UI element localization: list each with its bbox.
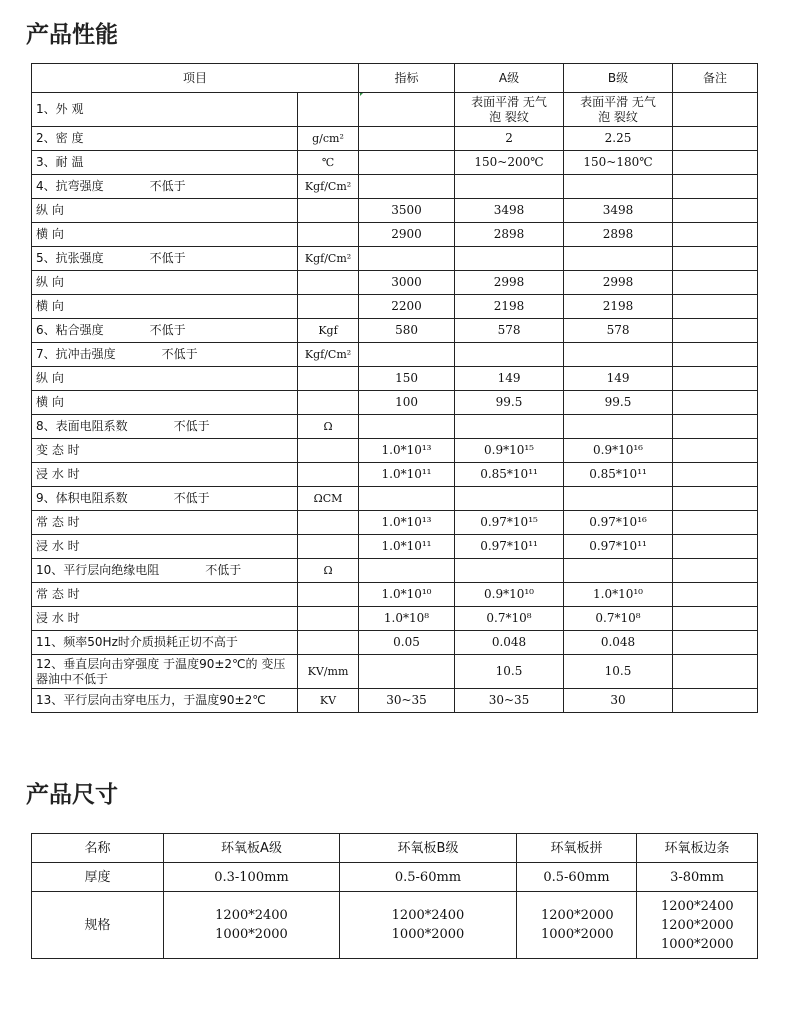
- cell-spec: 1.0*10¹³: [359, 439, 455, 463]
- cell-unit: KV/mm: [298, 655, 359, 689]
- performance-row: [32, 93, 758, 127]
- performance-row: [32, 415, 758, 439]
- item-label: 纵 向: [36, 371, 64, 385]
- performance-row: [32, 607, 758, 631]
- cell-spec: [359, 655, 455, 689]
- cell-note: [673, 223, 758, 247]
- dimensions-row: [32, 892, 758, 959]
- cell-note: [673, 175, 758, 199]
- cell-grade-a: 表面平滑 无气泡 裂纹: [455, 93, 564, 127]
- item-condition: 不低于: [149, 323, 186, 337]
- cell-note: [673, 559, 758, 583]
- item-condition: 不低于: [173, 419, 210, 433]
- item-label: 10、平行层向绝缘电阻: [36, 563, 160, 577]
- cell-spec: [359, 559, 455, 583]
- cell-grade-b: 0.97*10¹¹: [564, 535, 673, 559]
- header-item: 项目: [32, 64, 359, 93]
- dimensions-row: [32, 863, 758, 892]
- cell-grade-b: 1.0*10¹⁰: [564, 583, 673, 607]
- item-label: 横 向: [36, 299, 64, 313]
- item-label: 5、抗张强度: [36, 251, 104, 265]
- header-grade-a: A级: [455, 64, 564, 93]
- cell-note: [673, 127, 758, 151]
- section-title-performance: 产品性能: [26, 22, 118, 48]
- cell-unit: ΩCM: [298, 487, 359, 511]
- header-grade-b: B级: [564, 64, 673, 93]
- cell-unit: [298, 631, 359, 655]
- cell-spec: [359, 151, 455, 175]
- cell-note: [673, 511, 758, 535]
- cell-item: [32, 607, 298, 631]
- item-condition: 不低于: [149, 251, 186, 265]
- cell-spec: [359, 93, 455, 127]
- cell-grade-b: 2198: [564, 295, 673, 319]
- performance-row: [32, 367, 758, 391]
- dims-header-cell: 环氧板拼: [517, 834, 637, 863]
- cell-unit: [298, 271, 359, 295]
- performance-row: [32, 439, 758, 463]
- cell-grade-b: 0.048: [564, 631, 673, 655]
- dims-row-label: 厚度: [32, 863, 164, 892]
- cell-grade-a: [455, 175, 564, 199]
- cell-item: [32, 655, 298, 689]
- cell-unit: [298, 583, 359, 607]
- cell-item: [32, 439, 298, 463]
- cell-grade-a: 0.85*10¹¹: [455, 463, 564, 487]
- dims-row-label: 规格: [32, 892, 164, 959]
- cell-unit: [298, 223, 359, 247]
- cell-item: [32, 343, 298, 367]
- cell-spec: 30~35: [359, 689, 455, 713]
- cell-spec: 0.05: [359, 631, 455, 655]
- item-label: 常 态 时: [36, 515, 80, 529]
- cell-spec: [359, 343, 455, 367]
- cell-grade-b: 2998: [564, 271, 673, 295]
- cell-grade-b: 149: [564, 367, 673, 391]
- performance-row: [32, 689, 758, 713]
- cell-grade-b: 3498: [564, 199, 673, 223]
- cell-grade-b: [564, 175, 673, 199]
- cell-unit: g/cm²: [298, 127, 359, 151]
- performance-row: [32, 151, 758, 175]
- cell-item: [32, 295, 298, 319]
- cell-unit: [298, 367, 359, 391]
- cell-grade-a: 99.5: [455, 391, 564, 415]
- cell-unit: [298, 199, 359, 223]
- dimensions-table: [31, 833, 758, 959]
- item-label: 6、粘合强度: [36, 323, 104, 337]
- cell-item: [32, 463, 298, 487]
- item-label: 变 态 时: [36, 443, 80, 457]
- cell-item: [32, 175, 298, 199]
- cell-note: [673, 415, 758, 439]
- cell-item: [32, 559, 298, 583]
- cell-grade-b: 578: [564, 319, 673, 343]
- cell-grade-b: [564, 559, 673, 583]
- cell-grade-a: 0.97*10¹⁵: [455, 511, 564, 535]
- cell-grade-b: 0.7*10⁸: [564, 607, 673, 631]
- cell-unit: Ω: [298, 559, 359, 583]
- cell-item: [32, 631, 298, 655]
- cell-note: [673, 93, 758, 127]
- item-label: 13、平行层向击穿电压力，于温度90±2℃: [36, 693, 266, 707]
- cell-unit: [298, 439, 359, 463]
- cell-unit: [298, 511, 359, 535]
- cell-grade-b: 表面平滑 无气泡 裂纹: [564, 93, 673, 127]
- item-label: 2、密 度: [36, 131, 84, 145]
- cell-grade-a: 0.048: [455, 631, 564, 655]
- cell-unit: Kgf/Cm²: [298, 247, 359, 271]
- cell-note: [673, 247, 758, 271]
- cell-spec: [359, 415, 455, 439]
- cell-grade-b: 0.85*10¹¹: [564, 463, 673, 487]
- cell-spec: 1.0*10¹¹: [359, 463, 455, 487]
- cell-spec: 1.0*10¹³: [359, 511, 455, 535]
- dims-value-cell: 0.5-60mm: [340, 863, 517, 892]
- cell-unit: Ω: [298, 415, 359, 439]
- cell-unit: Kgf/Cm²: [298, 343, 359, 367]
- dims-value-cell: 3-80mm: [637, 863, 758, 892]
- cell-grade-a: [455, 247, 564, 271]
- cell-grade-a: 3498: [455, 199, 564, 223]
- item-condition: 不低于: [161, 347, 198, 361]
- header-spec: 指标: [359, 64, 455, 93]
- dims-value-cell: 1200*2400 1200*2000 1000*2000: [637, 892, 758, 959]
- item-label: 9、体积电阻系数: [36, 491, 128, 505]
- cell-item: [32, 511, 298, 535]
- cell-item: [32, 535, 298, 559]
- cell-item: [32, 199, 298, 223]
- cell-grade-a: 0.7*10⁸: [455, 607, 564, 631]
- cell-item: [32, 151, 298, 175]
- cell-grade-b: 99.5: [564, 391, 673, 415]
- header-note: 备注: [673, 64, 758, 93]
- cell-item: [32, 247, 298, 271]
- cell-grade-a: 149: [455, 367, 564, 391]
- cell-spec: 2200: [359, 295, 455, 319]
- cell-spec: 3000: [359, 271, 455, 295]
- item-label: 7、抗冲击强度: [36, 347, 116, 361]
- cell-spec: [359, 127, 455, 151]
- cell-grade-a: [455, 415, 564, 439]
- cell-grade-b: 10.5: [564, 655, 673, 689]
- cell-unit: [298, 463, 359, 487]
- item-label: 4、抗弯强度: [36, 179, 104, 193]
- item-label: 8、表面电阻系数: [36, 419, 128, 433]
- cell-grade-a: 2198: [455, 295, 564, 319]
- performance-row: [32, 535, 758, 559]
- item-label: 横 向: [36, 395, 64, 409]
- performance-row: [32, 199, 758, 223]
- performance-row: [32, 295, 758, 319]
- cell-grade-a: 578: [455, 319, 564, 343]
- cell-grade-b: 2898: [564, 223, 673, 247]
- cell-unit: [298, 607, 359, 631]
- cell-grade-b: 2.25: [564, 127, 673, 151]
- cell-grade-a: 2898: [455, 223, 564, 247]
- item-label: 3、耐 温: [36, 155, 84, 169]
- cell-item: [32, 415, 298, 439]
- cell-note: [673, 535, 758, 559]
- item-label: 浸 水 时: [36, 539, 80, 553]
- cell-spec: 1.0*10¹¹: [359, 535, 455, 559]
- performance-row: [32, 319, 758, 343]
- dims-header-cell: 环氧板B级: [340, 834, 517, 863]
- cell-unit: KV: [298, 689, 359, 713]
- dims-value-cell: 0.5-60mm: [517, 863, 637, 892]
- cell-note: [673, 463, 758, 487]
- cell-unit: [298, 295, 359, 319]
- dims-header-cell: 环氧板A级: [164, 834, 340, 863]
- cell-spec: 2900: [359, 223, 455, 247]
- item-label: 浸 水 时: [36, 611, 80, 625]
- item-condition: 不低于: [173, 491, 210, 505]
- item-label: 浸 水 时: [36, 467, 80, 481]
- performance-table: [31, 63, 758, 713]
- cell-item: [32, 223, 298, 247]
- dimensions-header-row: [32, 834, 758, 863]
- dims-header-cell: 环氧板边条: [637, 834, 758, 863]
- cell-grade-b: 30: [564, 689, 673, 713]
- cell-grade-a: 150~200℃: [455, 151, 564, 175]
- cell-note: [673, 689, 758, 713]
- performance-row: [32, 343, 758, 367]
- cell-note: [673, 319, 758, 343]
- cell-note: [673, 439, 758, 463]
- dims-value-cell: 1200*2400 1000*2000: [164, 892, 340, 959]
- cell-spec: 3500: [359, 199, 455, 223]
- cell-spec: 580: [359, 319, 455, 343]
- cell-note: [673, 631, 758, 655]
- cell-note: [673, 271, 758, 295]
- cell-note: [673, 367, 758, 391]
- cell-item: [32, 689, 298, 713]
- cell-unit: [298, 535, 359, 559]
- item-label: 纵 向: [36, 203, 64, 217]
- performance-row: [32, 655, 758, 689]
- cell-grade-a: 30~35: [455, 689, 564, 713]
- cell-unit: [298, 93, 359, 127]
- cell-note: [673, 655, 758, 689]
- performance-row: [32, 487, 758, 511]
- cell-unit: Kgf: [298, 319, 359, 343]
- cell-grade-a: 0.9*10¹⁰: [455, 583, 564, 607]
- cell-note: [673, 583, 758, 607]
- cell-item: [32, 583, 298, 607]
- item-condition: 不低于: [149, 179, 186, 193]
- performance-row: [32, 631, 758, 655]
- cell-spec: [359, 487, 455, 511]
- cell-note: [673, 295, 758, 319]
- item-label: 11、频率50Hz时介质损耗正切不高于: [36, 635, 238, 649]
- cell-spec: 1.0*10⁸: [359, 607, 455, 631]
- performance-row: [32, 463, 758, 487]
- cell-grade-b: [564, 247, 673, 271]
- performance-row: [32, 511, 758, 535]
- cell-note: [673, 487, 758, 511]
- cell-grade-b: 150~180℃: [564, 151, 673, 175]
- cell-grade-a: [455, 487, 564, 511]
- cell-note: [673, 391, 758, 415]
- performance-row: [32, 223, 758, 247]
- cell-spec: 100: [359, 391, 455, 415]
- cell-grade-a: [455, 343, 564, 367]
- cell-grade-a: 0.9*10¹⁵: [455, 439, 564, 463]
- cell-item: [32, 271, 298, 295]
- performance-row: [32, 271, 758, 295]
- cell-note: [673, 199, 758, 223]
- cell-item: [32, 319, 298, 343]
- performance-row: [32, 127, 758, 151]
- dims-value-cell: 1200*2000 1000*2000: [517, 892, 637, 959]
- item-label: 12、垂直层向击穿强度 于温度90±2℃的 变压器油中不低于: [36, 656, 286, 686]
- cell-grade-a: 2: [455, 127, 564, 151]
- item-label: 纵 向: [36, 275, 64, 289]
- cell-spec: 150: [359, 367, 455, 391]
- dims-header-cell: 名称: [32, 834, 164, 863]
- cell-grade-b: [564, 487, 673, 511]
- item-label: 横 向: [36, 227, 64, 241]
- cell-note: [673, 151, 758, 175]
- cell-note: [673, 343, 758, 367]
- performance-row: [32, 559, 758, 583]
- item-label: 1、外 观: [36, 102, 84, 116]
- performance-row: [32, 583, 758, 607]
- cell-grade-b: 0.97*10¹⁶: [564, 511, 673, 535]
- item-label: 常 态 时: [36, 587, 80, 601]
- cell-spec: [359, 247, 455, 271]
- dims-value-cell: 1200*2400 1000*2000: [340, 892, 517, 959]
- cell-spec: [359, 175, 455, 199]
- cell-grade-a: 0.97*10¹¹: [455, 535, 564, 559]
- performance-row: [32, 247, 758, 271]
- cell-spec: 1.0*10¹⁰: [359, 583, 455, 607]
- performance-row: [32, 175, 758, 199]
- cell-unit: ℃: [298, 151, 359, 175]
- cell-unit: [298, 391, 359, 415]
- cell-grade-b: [564, 343, 673, 367]
- performance-header-row: [32, 64, 758, 93]
- cell-grade-b: [564, 415, 673, 439]
- cell-grade-a: [455, 559, 564, 583]
- dims-value-cell: 0.3-100mm: [164, 863, 340, 892]
- cell-item: [32, 391, 298, 415]
- cell-item: [32, 487, 298, 511]
- cell-grade-a: 2998: [455, 271, 564, 295]
- cell-note: [673, 607, 758, 631]
- cell-item: [32, 127, 298, 151]
- performance-row: [32, 391, 758, 415]
- cell-unit: Kgf/Cm²: [298, 175, 359, 199]
- cell-grade-b: 0.9*10¹⁶: [564, 439, 673, 463]
- section-title-dimensions: 产品尺寸: [26, 782, 118, 808]
- item-condition: 不低于: [205, 563, 242, 577]
- cell-item: [32, 367, 298, 391]
- cell-item: [32, 93, 298, 127]
- cell-grade-a: 10.5: [455, 655, 564, 689]
